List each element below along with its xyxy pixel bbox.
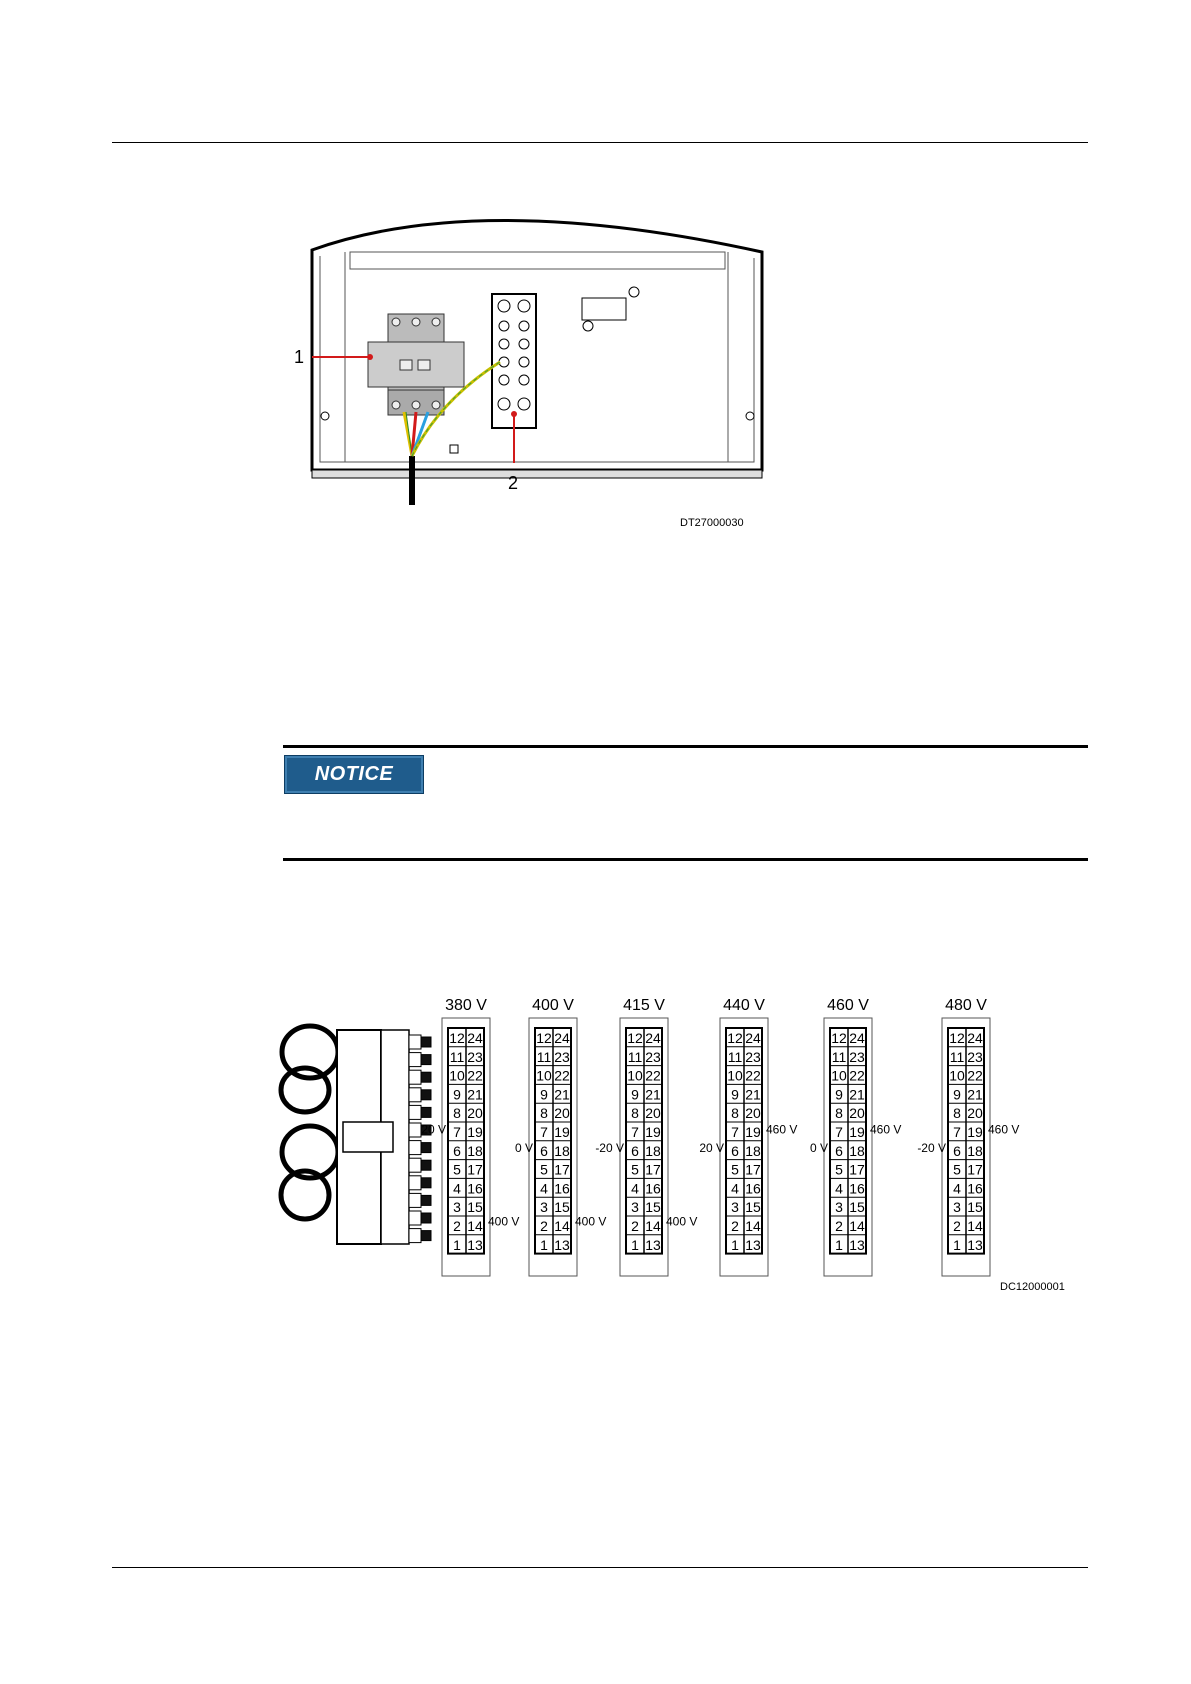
callout-1: 1 (294, 347, 305, 367)
terminal-number: 22 (467, 1067, 483, 1084)
terminal-number: 4 (835, 1180, 843, 1197)
terminal-number: 9 (835, 1086, 843, 1103)
terminal-number: 12 (627, 1030, 643, 1046)
terminal-number: 18 (745, 1142, 761, 1159)
tap-strip-v480 (917, 997, 1019, 1276)
plug-pin (409, 1123, 421, 1137)
terminal-number: 3 (953, 1199, 961, 1216)
terminal-number: 14 (645, 1218, 661, 1234)
terminal-number: 21 (467, 1086, 483, 1103)
terminal-number: 18 (967, 1142, 983, 1159)
plug-pin (409, 1193, 421, 1207)
plug-pin-contact (421, 1037, 431, 1047)
terminal-number: 24 (645, 1030, 661, 1046)
plug-pin-contact (421, 1090, 431, 1100)
terminal-number: 18 (849, 1142, 865, 1159)
terminal-number: 7 (453, 1124, 461, 1140)
terminal-number: 18 (554, 1142, 570, 1159)
terminal-number: 12 (727, 1030, 743, 1046)
terminal-number: 11 (449, 1048, 465, 1065)
terminal-number: 20 (554, 1105, 570, 1122)
terminal-number: 20 (745, 1105, 761, 1122)
plug-pin (409, 1158, 421, 1172)
terminal-number: 7 (731, 1124, 739, 1140)
terminal-number: 14 (849, 1218, 865, 1234)
terminal-number: 23 (745, 1048, 761, 1065)
terminal-number: 16 (745, 1180, 761, 1197)
terminal-number: 7 (540, 1124, 548, 1140)
terminal-number: 8 (631, 1105, 639, 1122)
plug-pin-contact (421, 1143, 431, 1153)
terminal-number: 10 (831, 1067, 847, 1084)
plug-pin-contact (421, 1231, 431, 1241)
terminal-number: 22 (849, 1067, 865, 1084)
terminal-number: 6 (453, 1142, 461, 1159)
plug-pin-contact (421, 1178, 431, 1188)
terminal-number: 2 (953, 1218, 961, 1234)
terminal-number: 5 (631, 1161, 639, 1178)
tap-voltage-label: 20 V (421, 1122, 446, 1137)
voltage-label: 440 V (723, 997, 765, 1014)
terminal-number: 3 (540, 1199, 548, 1216)
terminal-number: 17 (967, 1161, 983, 1178)
terminal-number: 12 (449, 1030, 465, 1046)
terminal-number: 4 (453, 1180, 461, 1197)
terminal-number: 3 (835, 1199, 843, 1216)
plug-pin-contact (421, 1107, 431, 1117)
terminal-number: 13 (645, 1236, 661, 1253)
terminal-number: 23 (554, 1048, 570, 1065)
terminal-number: 9 (631, 1086, 639, 1103)
terminal-number: 10 (727, 1067, 743, 1084)
plug-pin (409, 1035, 421, 1049)
terminal-number: 12 (949, 1030, 965, 1046)
terminal-number: 24 (745, 1030, 761, 1046)
plug-pin-contact (421, 1160, 431, 1170)
terminal-number: 17 (467, 1161, 483, 1178)
terminal-number: 20 (645, 1105, 661, 1122)
terminal-number: 10 (949, 1067, 965, 1084)
terminal-number: 15 (467, 1199, 483, 1216)
header-rule (112, 142, 1088, 143)
tap-voltage-label: 460 V (766, 1122, 798, 1137)
terminal-number: 13 (467, 1236, 483, 1253)
terminal-number: 21 (745, 1086, 761, 1103)
terminal-number: 8 (540, 1105, 548, 1122)
terminal-number: 3 (731, 1199, 739, 1216)
connector-plug (281, 1026, 431, 1244)
terminal-number: 19 (645, 1124, 661, 1140)
terminal-number: 11 (727, 1048, 743, 1065)
terminal-number: 15 (967, 1199, 983, 1216)
terminal-number: 9 (453, 1086, 461, 1103)
terminal-number: 1 (453, 1236, 461, 1253)
terminal-number: 15 (645, 1199, 661, 1216)
terminal-number: 5 (540, 1161, 548, 1178)
notice-badge: NOTICE (284, 755, 424, 794)
terminal-number: 15 (745, 1199, 761, 1216)
figure-enclosure-wiring (270, 200, 770, 540)
figure-voltage-taps (270, 990, 1090, 1300)
terminal-number: 18 (467, 1142, 483, 1159)
terminal-number: 8 (835, 1105, 843, 1122)
terminal-number: 5 (731, 1161, 739, 1178)
tap-voltage-label: -20 V (595, 1141, 624, 1156)
terminal-number: 17 (849, 1161, 865, 1178)
terminal-number: 19 (467, 1124, 483, 1140)
terminal-number: 6 (731, 1142, 739, 1159)
terminal-number: 24 (467, 1030, 483, 1046)
terminal-number: 6 (953, 1142, 961, 1159)
terminal-number: 19 (745, 1124, 761, 1140)
terminal-number: 22 (745, 1067, 761, 1084)
terminal-number: 14 (745, 1218, 761, 1234)
terminal-number: 2 (631, 1218, 639, 1234)
tap-strip-v440 (699, 997, 797, 1276)
plug-pin-contact (421, 1213, 431, 1223)
terminal-number: 8 (453, 1105, 461, 1122)
terminal-number: 7 (953, 1124, 961, 1140)
terminal-number: 11 (831, 1048, 847, 1065)
footer-rule (112, 1567, 1088, 1568)
callout-2: 2 (508, 473, 519, 493)
terminal-number: 14 (967, 1218, 983, 1234)
terminal-number: 20 (467, 1105, 483, 1122)
terminal-number: 22 (645, 1067, 661, 1084)
figure-id-2: DC12000001 (1000, 1281, 1065, 1293)
terminal-number: 1 (631, 1236, 639, 1253)
terminal-number: 16 (467, 1180, 483, 1197)
terminal-number: 16 (967, 1180, 983, 1197)
plug-pin (409, 1105, 421, 1119)
terminal-number: 10 (449, 1067, 465, 1084)
terminal-number: 14 (554, 1218, 570, 1234)
terminal-number: 21 (967, 1086, 983, 1103)
voltage-label: 380 V (445, 997, 487, 1014)
tap-voltage-label: 460 V (870, 1122, 902, 1137)
terminal-number: 23 (645, 1048, 661, 1065)
terminal-number: 18 (645, 1142, 661, 1159)
terminal-number: 13 (745, 1236, 761, 1253)
terminal-number: 8 (953, 1105, 961, 1122)
terminal-number: 22 (967, 1067, 983, 1084)
figure-id: DT27000030 (680, 517, 744, 529)
terminal-number: 4 (540, 1180, 548, 1197)
tap-strip-v400 (515, 997, 606, 1276)
plug-pin (409, 1141, 421, 1155)
tap-voltage-label: 400 V (488, 1214, 520, 1229)
terminal-number: 7 (835, 1124, 843, 1140)
voltage-label: 460 V (827, 997, 869, 1014)
notice-rule-top (283, 745, 1088, 748)
terminal-number: 4 (731, 1180, 739, 1197)
terminal-number: 3 (631, 1199, 639, 1216)
tap-voltage-label: 400 V (666, 1214, 698, 1229)
terminal-number: 21 (645, 1086, 661, 1103)
terminal-number: 11 (536, 1048, 552, 1065)
plug-pin (409, 1053, 421, 1067)
terminal-number: 1 (835, 1236, 843, 1253)
terminal-number: 20 (849, 1105, 865, 1122)
terminal-number: 12 (831, 1030, 847, 1046)
terminal-number: 11 (949, 1048, 965, 1065)
terminal-number: 13 (849, 1236, 865, 1253)
plug-pin-contact (421, 1195, 431, 1205)
terminal-number: 9 (731, 1086, 739, 1103)
terminal-number: 17 (745, 1161, 761, 1178)
tap-strip-v415 (595, 997, 697, 1276)
terminal-number: 19 (967, 1124, 983, 1140)
terminal-number: 16 (849, 1180, 865, 1197)
terminal-number: 9 (953, 1086, 961, 1103)
terminal-number: 22 (554, 1067, 570, 1084)
terminal-number: 19 (554, 1124, 570, 1140)
terminal-number: 19 (849, 1124, 865, 1140)
plug-pin-contact (421, 1072, 431, 1082)
terminal-number: 1 (731, 1236, 739, 1253)
terminal-number: 15 (849, 1199, 865, 1216)
terminal-number: 17 (645, 1161, 661, 1178)
terminal-number: 23 (967, 1048, 983, 1065)
terminal-number: 17 (554, 1161, 570, 1178)
terminal-number: 24 (554, 1030, 570, 1046)
terminal-number: 2 (453, 1218, 461, 1234)
terminal-number: 9 (540, 1086, 548, 1103)
tap-strip-v460 (810, 997, 901, 1276)
voltage-label: 415 V (623, 997, 665, 1014)
tap-voltage-label: 20 V (699, 1141, 724, 1156)
terminal-block (492, 294, 536, 428)
terminal-number: 10 (627, 1067, 643, 1084)
terminal-number: 3 (453, 1199, 461, 1216)
terminal-number: 12 (536, 1030, 552, 1046)
terminal-number: 16 (554, 1180, 570, 1197)
tap-voltage-label: -20 V (917, 1141, 946, 1156)
voltage-label: 400 V (532, 997, 574, 1014)
terminal-number: 8 (731, 1105, 739, 1122)
terminal-number: 6 (540, 1142, 548, 1159)
terminal-number: 11 (627, 1048, 643, 1065)
terminal-number: 7 (631, 1124, 639, 1140)
plug-pin (409, 1211, 421, 1225)
terminal-number: 14 (467, 1218, 483, 1234)
terminal-number: 10 (536, 1067, 552, 1084)
terminal-number: 24 (849, 1030, 865, 1046)
tap-voltage-label: 0 V (514, 1141, 533, 1156)
tap-voltage-label: 0 V (809, 1141, 828, 1156)
tap-voltage-label: 460 V (988, 1122, 1020, 1137)
terminal-number: 5 (953, 1161, 961, 1178)
tap-strip-v380 (421, 997, 519, 1276)
terminal-number: 1 (953, 1236, 961, 1253)
terminal-number: 24 (967, 1030, 983, 1046)
tap-voltage-label: 400 V (575, 1214, 607, 1229)
terminal-number: 6 (631, 1142, 639, 1159)
terminal-number: 16 (645, 1180, 661, 1197)
plug-pin-contact (421, 1055, 431, 1065)
terminal-number: 1 (540, 1236, 548, 1253)
terminal-number: 4 (631, 1180, 639, 1197)
terminal-number: 5 (453, 1161, 461, 1178)
plug-pin (409, 1070, 421, 1084)
terminal-number: 2 (835, 1218, 843, 1234)
terminal-number: 21 (554, 1086, 570, 1103)
terminal-number: 23 (467, 1048, 483, 1065)
terminal-number: 4 (953, 1180, 961, 1197)
terminal-number: 2 (731, 1218, 739, 1234)
terminal-number: 13 (967, 1236, 983, 1253)
plug-pin (409, 1229, 421, 1243)
terminal-number: 15 (554, 1199, 570, 1216)
terminal-number: 20 (967, 1105, 983, 1122)
plug-pin (409, 1088, 421, 1102)
terminal-number: 21 (849, 1086, 865, 1103)
notice-rule-bottom (283, 858, 1088, 861)
terminal-number: 23 (849, 1048, 865, 1065)
terminal-number: 6 (835, 1142, 843, 1159)
terminal-number: 5 (835, 1161, 843, 1178)
terminal-number: 13 (554, 1236, 570, 1253)
terminal-number: 2 (540, 1218, 548, 1234)
voltage-label: 480 V (945, 997, 987, 1014)
plug-pin (409, 1176, 421, 1190)
